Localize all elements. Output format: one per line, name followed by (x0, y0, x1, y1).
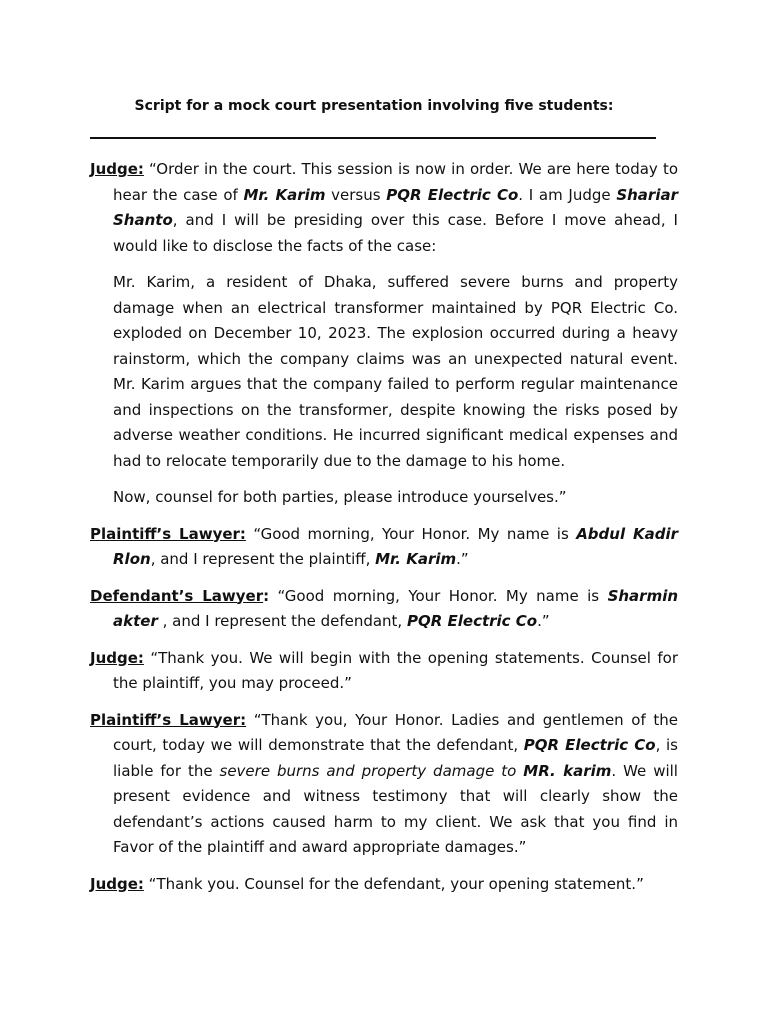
speaker-plaintiff-lawyer: Plaintiff’s Lawyer: (90, 524, 246, 543)
party-name: PQR Electric Co (386, 185, 519, 204)
emphasized-text: severe burns and property damage to (219, 761, 517, 780)
dialogue-text: “Thank you, Your Honor. Ladies and gentlemen of the court, today we will demonstrate that the defendant, (113, 710, 678, 754)
dialogue-text: , and I represent the defendant, (157, 612, 407, 630)
speaker-judge: Judge: (90, 648, 144, 667)
dialogue-text: “Good morning, Your Honor. My name is (245, 524, 577, 543)
defendant-lawyer-intro (90, 584, 678, 635)
dialogue-text: . We will present evidence and witness testimony that will clearly show the defendant’s actions caused harm to my client. We ask that you find in Favor of the plaintiff and award appropriate damages.” (113, 761, 678, 856)
speaker-judge: Judge: (90, 160, 144, 178)
dialogue-text: . I am Judge (518, 185, 617, 204)
party-name: MR. karim (523, 761, 612, 780)
lawyer-name: Sharmin akter (113, 586, 679, 630)
script-body (90, 157, 678, 908)
dialogue-text: versus (325, 185, 387, 204)
party-name: Mr. Karim (375, 550, 457, 568)
judge-introduction-request: Now, counsel for both parties, please introduce yourselves.” (113, 488, 567, 506)
dialogue-text: .” (537, 612, 550, 630)
party-name: Mr. Karim (243, 185, 326, 204)
speaker-colon: : (263, 586, 270, 605)
dialogue-text: , and I represent the plaintiff, (150, 550, 376, 568)
party-name: PQR Electric Co (523, 736, 656, 754)
dialogue-text: “Thank you. We will begin with the opening statements. Counsel for the plaintiff, you may proceed.” (113, 648, 678, 692)
dialogue-text: “Thank you. Counsel for the defendant, your opening statement.” (143, 874, 644, 893)
case-facts-paragraph: Mr. Karim, a resident of Dhaka, suffered severe burns and property damage when an electrical transformer maintained by PQR Electric Co. exploded on December 10, 2023. The explosion occurred during a heavy rainstorm, which the company claims was an unexpected natural event. Mr. Karim argues that the company failed to perform regular maintenance and inspections on the transformer, despite knowing the risks posed by adverse weather conditions. He incurred significant medical expenses and had to relocate temporarily due to the damage to his home. (113, 273, 678, 470)
dialogue-text: “Good morning, Your Honor. My name is (269, 586, 608, 605)
speaker-defendant-lawyer: Defendant’s Lawyer (90, 586, 264, 605)
party-name: PQR Electric Co (406, 612, 538, 630)
dialogue-text: “Order in the court. This session is now in order. We are here today to hear the case of (113, 160, 678, 204)
speaker-plaintiff-lawyer: Plaintiff’s Lawyer: (90, 710, 247, 729)
title-divider (90, 137, 656, 139)
lawyer-name: Abdul Kadir Rlon (113, 524, 678, 568)
plaintiff-lawyer-intro (90, 522, 678, 573)
judge-defendant-call (90, 872, 678, 898)
dialogue-text: , is liable for the (113, 736, 678, 780)
judge-name: Shariar Shanto (113, 185, 678, 229)
plaintiff-opening-statement (90, 708, 678, 861)
document-title: Script for a mock court presentation involving five students: (134, 98, 614, 114)
dialogue-text: .” (456, 550, 469, 568)
judge-opening-statements (90, 646, 678, 697)
judge-opening-paragraph (90, 157, 678, 259)
speaker-judge: Judge: (90, 874, 144, 893)
dialogue-text: , and I will be presiding over this case. Before I move ahead, I would like to disclose the facts of the case: (113, 211, 678, 255)
